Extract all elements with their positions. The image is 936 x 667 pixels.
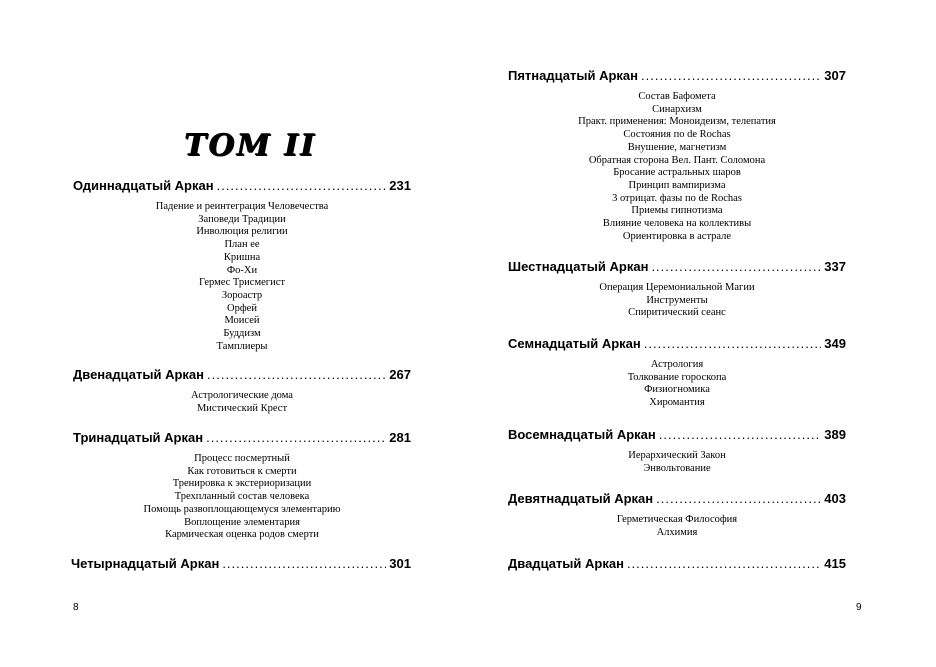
leader-dots [207, 367, 386, 383]
toc-chapter-17 [508, 336, 846, 410]
toc-chapter-12 [73, 367, 411, 415]
topic-item: Фо-Хи [226, 264, 258, 276]
topic-item: Моисей [224, 315, 260, 327]
chapter-page-number: 301 [389, 556, 411, 571]
topic-item: Падение и реинтеграция Человечества [155, 201, 329, 212]
toc-chapter-19 [508, 491, 846, 539]
chapter-heading [508, 68, 846, 84]
topic-item: Как готовиться к смерти [187, 465, 297, 477]
topic-item: Заповеди Традиции [198, 213, 286, 225]
chapter-title: Пятнадцатый Аркан [508, 68, 638, 83]
topic-item: Практ. применения: Моноидеизм, телепатия [578, 116, 776, 128]
right-page [468, 0, 936, 667]
chapter-title: Двадцатый Аркан [508, 556, 624, 571]
chapter-heading [73, 178, 411, 194]
topic-item: Мистический Крест [196, 402, 288, 414]
chapter-topic-list [508, 91, 846, 243]
chapter-title: Шестнадцатый Аркан [508, 259, 649, 274]
chapter-topic-list [73, 453, 411, 542]
topic-item: Тамплиеры [216, 340, 268, 352]
chapter-page-number: 231 [389, 178, 411, 193]
topic-item: Инструменты [646, 294, 708, 306]
topic-item: Кармическая оценка родов смерти [165, 529, 319, 541]
toc-chapter-20 [508, 556, 846, 572]
topic-item: Буддизм [223, 328, 261, 340]
chapter-topic-list [73, 201, 411, 353]
chapter-heading [71, 556, 411, 572]
chapter-title: Двенадцатый Аркан [73, 367, 205, 382]
chapter-heading [508, 491, 846, 507]
topic-item: Энвольтование [643, 462, 711, 474]
chapter-page-number: 267 [389, 367, 411, 382]
leader-dots [627, 556, 821, 572]
topic-item: Синархизм [652, 103, 702, 115]
topic-item: Алхимия [656, 526, 698, 538]
topic-item: Состав Бафомета [638, 91, 716, 102]
chapter-heading [508, 556, 846, 572]
topic-item: Приемы гипнотизма [631, 205, 723, 217]
leader-dots [206, 430, 386, 446]
chapter-title: Девятнадцатый Аркан [508, 491, 654, 506]
chapter-heading [73, 430, 411, 446]
topic-item: Принцип вампиризма [628, 179, 726, 191]
toc-chapter-13 [73, 430, 411, 542]
chapter-page-number: 281 [389, 430, 411, 445]
topic-item: Кришна [223, 251, 261, 263]
chapter-page-number: 389 [824, 427, 846, 442]
topic-item: Астрологические дома [191, 390, 293, 401]
chapter-page-number: 349 [824, 336, 846, 351]
leader-dots [656, 491, 821, 507]
topic-item: Операция Церемониальной Магии [599, 282, 755, 293]
topic-item: Инволюция религии [196, 226, 288, 238]
chapter-page-number: 307 [824, 68, 846, 83]
chapter-topic-list [73, 390, 411, 415]
topic-item: Тренировка к экстериоризации [172, 478, 312, 490]
chapter-heading [508, 259, 846, 275]
chapter-heading [73, 367, 411, 383]
topic-item: Зороастр [221, 289, 263, 301]
topic-item: Толкование гороскопа [627, 371, 727, 383]
chapter-page-number: 403 [824, 491, 846, 506]
topic-item: Ориентировка в астрале [622, 230, 732, 242]
leader-dots [641, 68, 821, 84]
topic-item: Состояния по de Rochas [623, 129, 731, 141]
topic-item: Внушение, магнетизм [627, 141, 727, 153]
topic-item: Воплощение элементария [184, 516, 300, 528]
topic-item: Иерархический Закон [628, 450, 726, 461]
chapter-title: Семнадцатый Аркан [508, 336, 641, 351]
topic-item: Физиогномика [644, 384, 710, 396]
topic-item: 3 отрицат. фазы по de Rochas [612, 192, 742, 204]
chapter-heading [508, 427, 846, 443]
topic-item: Спиритический сеанс [628, 307, 726, 319]
topic-item: Астрология [650, 359, 704, 370]
topic-item: Хиромантия [649, 397, 705, 409]
topic-item: План ее [224, 239, 260, 251]
topic-item: Герметическая Философия [616, 514, 738, 525]
chapter-heading [508, 336, 846, 352]
toc-chapter-14 [71, 556, 411, 572]
topic-item: Влияние человека на коллективы [602, 218, 752, 230]
toc-chapter-18 [508, 427, 846, 475]
chapter-title: Одиннадцатый Аркан [73, 178, 214, 193]
topic-item: Обратная сторона Вел. Пант. Соломона [588, 154, 766, 166]
chapter-topic-list [508, 282, 846, 320]
topic-item: Бросание астральных шаров [613, 167, 741, 179]
chapter-topic-list [508, 359, 846, 410]
leader-dots [222, 556, 386, 572]
page-number-right: 9 [856, 602, 862, 613]
chapter-page-number: 415 [824, 556, 846, 571]
chapter-title: Тринадцатый Аркан [73, 430, 204, 445]
leader-dots [659, 427, 822, 443]
volume-title: ТОМ II [183, 128, 317, 163]
topic-item: Гермес Трисмегист [199, 277, 285, 289]
chapter-topic-list [508, 514, 846, 539]
leader-dots [644, 336, 822, 352]
chapter-title: Восемнадцатый Аркан [508, 427, 656, 442]
toc-chapter-11 [73, 178, 411, 353]
toc-chapter-15 [508, 68, 846, 243]
page-number-left: 8 [73, 602, 79, 613]
chapter-topic-list [508, 450, 846, 475]
topic-item: Орфей [227, 302, 257, 314]
topic-item: Трехпланный состав человека [174, 491, 310, 503]
topic-item: Помощь развоплощающемуся элементарию [143, 503, 341, 515]
leader-dots [651, 259, 821, 275]
topic-item: Процесс посмертный [194, 453, 290, 464]
leader-dots [217, 178, 387, 194]
chapter-page-number: 337 [824, 259, 846, 274]
toc-chapter-16 [508, 259, 846, 320]
chapter-title: Четырнадцатый Аркан [71, 556, 220, 571]
